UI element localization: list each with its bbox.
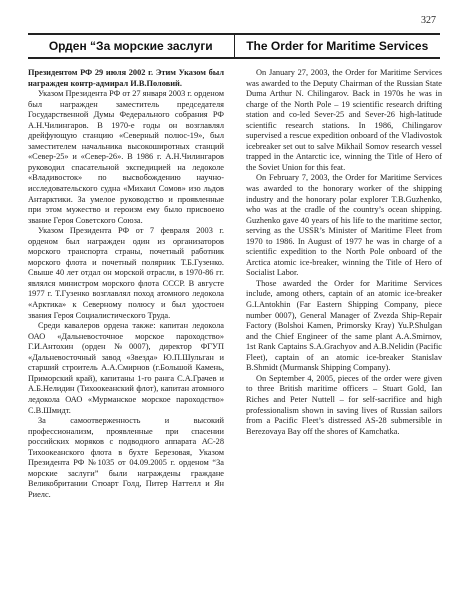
paragraph: On September 4, 2005, pieces of the order were given to three British maritime officers – Stuart Gold, Ian Riches and Peter Nuttell – for self-sacrifice and high professionalism shown in saving lives of Russian sailors from a Pacific Fleet’s distressed AS-28 submersible in Berezovaya Bay off the shores of Kamchatka. bbox=[246, 373, 442, 436]
page-number: 327 bbox=[421, 15, 436, 26]
paragraph: Среди кавалеров ордена также: капитан ледокола ОАО «Дальневосточное морское пароходство» Г.И.Антохин (орден №0007), директор ФГУП «Дальневосточный завод «Звезда» Ю.П.Шульган и старший строитель А.А.Смирнов (г.Большой Камень, Приморский край), капитаны 1-го ранга С.А.Грачев и А.Б.Нелидин (Тихоокеанский флот), капитан атомного ледокола ОАО «Мурманское морское пароходство» С.В.Шмидт. bbox=[28, 321, 224, 415]
russian-text-column bbox=[28, 68, 224, 500]
paragraph: Указом Президента РФ от 7 февраля 2003 г. орденом был награжден один из организаторов морского транспорта страны, почетный работник морского флота и почетный полярник Т.Б.Гузенко. Свыше 40 лет отдал он морской отрасли, в 1970-86 гг. являлся министром морского флота СССР. В августе 1977 г. Т.Гузенко возглавлял поход атомного ледокола «Арктика» к Северному полюсу и был удостоен звания Героя Социалистического Труда. bbox=[28, 226, 224, 320]
paragraph: Указом Президента РФ от 27 января 2003 г. орденом был награжден заместитель председателя Государственной Думы Федерального собрания РФ А.Н.Чилингаров. В 1970-е годы он возглавлял дрейфующую станцию «Северный полюс-19», был заместителем начальника высокоширотных станций «Север-25» и «Север-26». В 1986 г. А.Н.Чилингаров руководил спасательной экспедицией на ледоколе «Владивосток» по высвобождению научно-исследовательского судна «Михаил Сомов» изо льдов Антарктики. За умелое руководство и проявленные при этом мужество и героизм ему было присвоено звание Героя Советского Союза. bbox=[28, 89, 224, 225]
paragraph: За самоотверженность и высокий профессионализм, проявленные при спасении российских моряков с подводного аппарата АС-28 Тихоокеанского флота в бухте Березовая, Указом Президента РФ №1035 от 04.09.2005 г. орденом “За морские заслуги” были награждены граждане Великобритании Стюарт Голд, Питер Наттелл и Ян Риелс. bbox=[28, 416, 224, 499]
paragraph bbox=[28, 68, 224, 89]
paragraph: On February 7, 2003, the Order for Maritime Services was awarded to the honorary worker of the shipping industry and the honorary polar explorer T.B.Guzhenko, who was at the cradle of the country’s ocean shipping. Guzhenko gave 40 years of his life to the maritime sector, serving as the USSR’s Minister of Maritime Fleet from 1970 to 1986. In August of 1977 he was in charge of a scientific expedition to the North Pole onboard of the Arctica atomic ice-breaker, winning the Title of Hero of Socialist Labor. bbox=[246, 173, 442, 278]
paragraph: Those awarded the Order for Maritime Services include, among others, captain of an atomic ice-breaker G.I.Antokhin (Far Eastern Shipping Company, piece number 0007), General Manager of Zvezda Ship-Repair Factory (Bolshoi Kamen, Primorsky Kray) Yu.P.Shulgan and the Chief Engineer of the same plant A.A.Smirnov, 1st Rank Captains S.A.Grachyov and A.B.Nelidin (Pacific Fleet), captain of an atomic ice-breaker Stanislav B.Shmidt (Murmansk Shipping Company). bbox=[246, 278, 442, 373]
section-header bbox=[28, 33, 440, 59]
paragraph-bold-lead: Президентом РФ 29 июля 2002 г. Этим Указом был награжден контр-адмирал И.В.Половий. bbox=[28, 68, 224, 88]
english-text-column bbox=[246, 68, 442, 437]
header-title-english: The Order for Maritime Services bbox=[246, 39, 429, 53]
paragraph: On January 27, 2003, the Order for Maritime Services was awarded to the Deputy Chairman of the Russian State Duma Arthur N. Chilingarov. Back in 1970s he was in charge of the North Pole – 19 scientific research drifting station and co-led Sever-25 and Sever-26 high-latitude scientific research stations. In 1986, Chilingarov supervised a rescue expedition onboard of the Vladivostok icebreaker set out to salve Mikhail Somov research vessel trapped in the Antarctic ice, winning the Title of Hero of the Soviet Union for this feat. bbox=[246, 68, 442, 172]
header-title-russian: Орден “За морские заслуги bbox=[48, 39, 213, 53]
